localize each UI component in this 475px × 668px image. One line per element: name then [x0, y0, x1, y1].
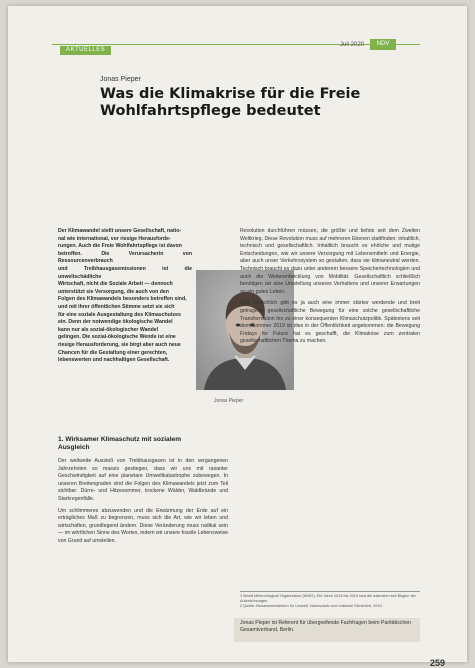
lead-line: lebenswerten und nachhaltigen Gesellschaft.: [58, 357, 170, 364]
document-page: [8, 6, 467, 668]
paragraph: Und tatsächlich gibt es ja auch eine immer stärker werdende und breit getragene gesellschaftliche Bewegung für eine solche gesellschaftliche Transformation hin zu einer konsequenten Klimaschutzpolitik. Spätestens seit dem Sommer 2019 ist dies in der Öffentlichkeit angekommen: die Bewegung Fridays for Future hat es geschafft, die Klimakrise zum zentralen gesellschaftlichen Thema zu machen.: [240, 300, 420, 345]
lead-line: nal wie international, vor riesige Herausforde-: [58, 235, 171, 242]
photo-caption: Jonas Pieper: [214, 398, 244, 404]
article-title: Was die Klimakrise für die Freie Wohlfahrtspflege bedeutet: [100, 86, 361, 119]
lead-line: ein. Denn der notwendige ökologische Wandel: [58, 319, 173, 326]
author-info-box: Jonas Pieper ist Referent für übergreifende Fachfragen beim Paritätischen Gesamtverband, Berlin.: [234, 618, 420, 642]
paragraph: Der weltweite Ausstoß von Treibhausgasen ist in den vergangenen Jahrzehnten so massiv gestiegen, dass wir uns mit rasanter Geschwindigkeit auf eine planetare Umweltkatastrophe zubewegen. In unseren Breitengraden sind die Folgen des Klimawandels jetzt zum Teil sichtbar: Dürre- und Hitzesommer, trockene Wälder, Waldbrände und Starkregenfälle.: [58, 458, 228, 502]
column-right-body: [240, 228, 420, 350]
lead-line: Der Klimawandel stellt unsere Gesellschaft, natio-: [58, 228, 182, 234]
lead-line: Chancen für die Gestaltung einer gerechten,: [58, 349, 168, 356]
section-tag: AKTUELLES: [60, 46, 111, 55]
issue-date: Juli 2020: [340, 42, 365, 48]
section-heading: 1. Wirksamer Klimaschutz mit sozialem Ausgleich: [58, 436, 182, 451]
page-number: 259: [430, 658, 446, 668]
lead-line: und Treibhausgasemissionen ist die unweltschädliche: [58, 265, 192, 280]
paragraph: Revolution durchführen müssen, die größte und tiefste seit dem Zweiten Weltkrieg. Diese Revolution muss auf mehreren Ebenen stattfinden: inhaltlich, technisch und gesellschaftlich. Inhaltlich braucht es ehrliche und mutige Entscheidungen, wie wir unsere Versorgung mit Lebensmitteln und Energie, aber auch unser Verkehrssystem so gestalten, dass sie klimaneutral werden. Technisch braucht es dazu unter anderem bessere Speichertechnologien und auch die Weiterentwicklung von Mobilität. Gesellschaftlich schließlich benötigen wir eine Umstellung unseres Verhaltens und unserer Erwartungen an ein gutes Leben.: [240, 228, 420, 295]
lead-line: kann nur als sozial-ökologischer Wandel: [58, 326, 159, 333]
footnote: 2 Quelle: Bundesministerium für Umwelt, Naturschutz und nukleare Sicherheit, 2019.: [240, 604, 383, 608]
column-left-body: [58, 458, 228, 550]
footnotes: [240, 591, 420, 609]
lead-line: rungen. Auch die Freie Wohlfahrtspflege ist davon: [58, 243, 182, 250]
lead-line: und mit ihrer öffentlichen Stimme setzt sie sich: [58, 303, 175, 310]
paragraph: Um schlimmeres abzuwenden und die Erwärmung der Erde auf ein erträgliches Maß zu begrenzen, muss sich die Art, wie wir leben und wirtschaften, grundlegend ändern. Diese Veränderung muss radikal sein — im wörtlichen Sinne des Wortes, indem wir unsere fossile Lebensweise von Grund auf umstellen.: [58, 507, 228, 544]
article-author: Jonas Pieper: [100, 76, 141, 83]
lead-line: gelingen. Die sozial-ökologische Wende ist eine: [58, 334, 176, 341]
issue-badge: NDV: [370, 39, 396, 50]
lead-line: Wirtschaft, nicht die Soziale Arbeit — dennoch: [58, 281, 173, 288]
article-lead: [58, 228, 192, 365]
lead-line: Folgen des Klimawandels besonders betroffen sind,: [58, 296, 187, 303]
lead-line: unterstützt sie Versorgung, die auch von den: [58, 288, 169, 295]
lead-line: riesige Herausforderung, sie birgt aber auch neue: [58, 341, 181, 348]
lead-line: für eine soziale Ausgestaltung des Klimaschutzes: [58, 311, 181, 318]
lead-line: betroffen. Die Verursacherin von Ressourcenverbrauch: [58, 250, 192, 265]
footnote: 1 World Meteorological Organization (WMO): Die Jahre 2015 bis 2019 sind die wärmsten seit Beginn der Aufzeichnungen.: [240, 594, 416, 603]
